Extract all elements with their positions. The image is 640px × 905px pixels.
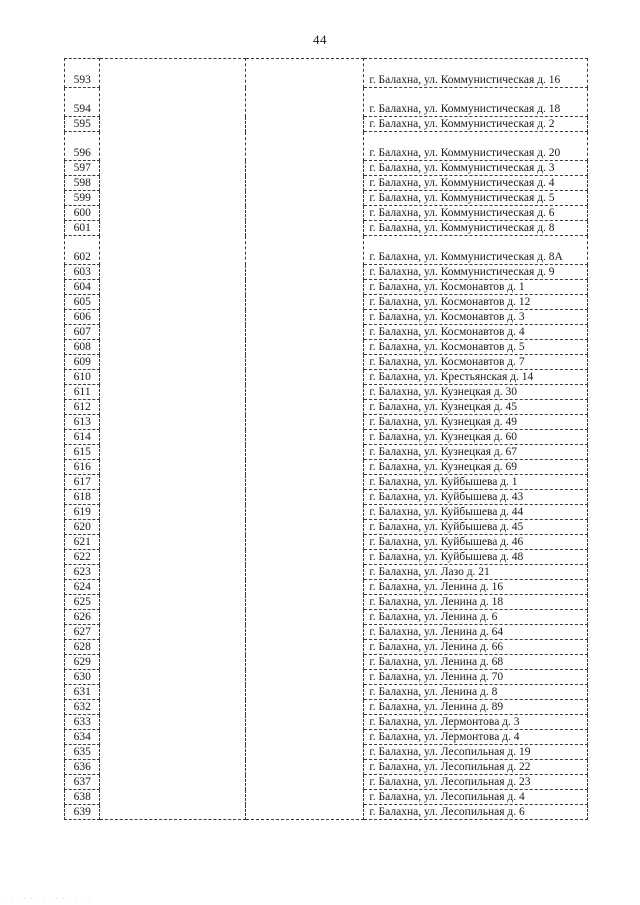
table-row (65, 550, 588, 565)
empty-column-1 (100, 206, 246, 221)
row-number: 617 (65, 475, 100, 490)
empty-column-1 (100, 117, 246, 132)
table-row (65, 760, 588, 775)
empty-column-2 (246, 221, 364, 236)
table-row (65, 191, 588, 206)
empty-column-1 (100, 295, 246, 310)
table-row (65, 295, 588, 310)
table-row (65, 730, 588, 745)
row-number: 632 (65, 700, 100, 715)
empty-column-2 (246, 700, 364, 715)
row-number: 637 (65, 775, 100, 790)
address-cell: г. Балахна, ул. Лесопильная д. 6 (364, 805, 588, 820)
address-cell: г. Балахна, ул. Космонавтов д. 4 (364, 325, 588, 340)
empty-column-2 (246, 176, 364, 191)
empty-column-1 (100, 355, 246, 370)
empty-column-2 (246, 580, 364, 595)
address-cell: г. Балахна, ул. Ленина д. 64 (364, 625, 588, 640)
table-row (65, 59, 588, 88)
empty-column-1 (100, 730, 246, 745)
address-cell: г. Балахна, ул. Лесопильная д. 4 (364, 790, 588, 805)
empty-column-2 (246, 730, 364, 745)
table-row (65, 475, 588, 490)
empty-column-1 (100, 191, 246, 206)
row-number: 630 (65, 670, 100, 685)
empty-column-2 (246, 490, 364, 505)
row-number: 607 (65, 325, 100, 340)
address-cell: г. Балахна, ул. Лазо д. 21 (364, 565, 588, 580)
table-row (65, 805, 588, 820)
empty-column-1 (100, 475, 246, 490)
address-cell: г. Балахна, ул. Лесопильная д. 19 (364, 745, 588, 760)
table-row (65, 565, 588, 580)
page-number: 44 (313, 32, 327, 47)
table-row (65, 655, 588, 670)
row-number: 610 (65, 370, 100, 385)
empty-column-1 (100, 775, 246, 790)
empty-column-2 (246, 325, 364, 340)
empty-column-1 (100, 415, 246, 430)
row-number: 635 (65, 745, 100, 760)
row-number: 597 (65, 161, 100, 176)
address-cell: г. Балахна, ул. Коммунистическая д. 9 (364, 265, 588, 280)
empty-column-1 (100, 88, 246, 117)
empty-column-2 (246, 475, 364, 490)
row-number: 624 (65, 580, 100, 595)
address-cell: г. Балахна, ул. Лермонтова д. 4 (364, 730, 588, 745)
address-cell: г. Балахна, ул. Космонавтов д. 3 (364, 310, 588, 325)
row-number: 620 (65, 520, 100, 535)
empty-column-1 (100, 265, 246, 280)
address-cell: г. Балахна, ул. Кузнецкая д. 67 (364, 445, 588, 460)
empty-column-1 (100, 715, 246, 730)
empty-column-1 (100, 550, 246, 565)
address-cell: г. Балахна, ул. Куйбышева д. 43 (364, 490, 588, 505)
row-number: 619 (65, 505, 100, 520)
empty-column-1 (100, 580, 246, 595)
table-row (65, 775, 588, 790)
empty-column-2 (246, 550, 364, 565)
table-row (65, 670, 588, 685)
address-cell: г. Балахна, ул. Кузнецкая д. 49 (364, 415, 588, 430)
address-cell: г. Балахна, ул. Ленина д. 70 (364, 670, 588, 685)
row-number: 601 (65, 221, 100, 236)
empty-column-1 (100, 625, 246, 640)
row-number: 629 (65, 655, 100, 670)
table-row (65, 340, 588, 355)
address-table (64, 58, 588, 820)
table-row (65, 206, 588, 221)
empty-column-2 (246, 805, 364, 820)
row-number: 599 (65, 191, 100, 206)
table-row (65, 280, 588, 295)
empty-column-2 (246, 505, 364, 520)
empty-column-1 (100, 760, 246, 775)
table-row (65, 265, 588, 280)
address-table-body (65, 59, 588, 820)
empty-column-1 (100, 745, 246, 760)
empty-column-1 (100, 490, 246, 505)
row-number: 614 (65, 430, 100, 445)
empty-column-2 (246, 310, 364, 325)
table-row (65, 88, 588, 117)
empty-column-1 (100, 460, 246, 475)
table-row (65, 430, 588, 445)
empty-column-2 (246, 685, 364, 700)
table-row (65, 221, 588, 236)
empty-column-2 (246, 625, 364, 640)
empty-column-2 (246, 132, 364, 161)
empty-column-1 (100, 59, 246, 88)
empty-column-2 (246, 191, 364, 206)
table-row (65, 370, 588, 385)
empty-column-2 (246, 520, 364, 535)
empty-column-2 (246, 117, 364, 132)
row-number: 625 (65, 595, 100, 610)
empty-column-1 (100, 790, 246, 805)
row-number: 639 (65, 805, 100, 820)
address-cell: г. Балахна, ул. Космонавтов д. 5 (364, 340, 588, 355)
empty-column-2 (246, 415, 364, 430)
row-number: 621 (65, 535, 100, 550)
empty-column-2 (246, 59, 364, 88)
row-number: 622 (65, 550, 100, 565)
empty-column-2 (246, 535, 364, 550)
row-number: 615 (65, 445, 100, 460)
address-cell: г. Балахна, ул. Куйбышева д. 45 (364, 520, 588, 535)
empty-column-2 (246, 610, 364, 625)
table-row (65, 715, 588, 730)
scan-footer-mark: · · · · · · · · · · · · · · (4, 895, 92, 903)
row-number: 628 (65, 640, 100, 655)
table-row (65, 535, 588, 550)
address-cell: г. Балахна, ул. Кузнецкая д. 60 (364, 430, 588, 445)
empty-column-2 (246, 400, 364, 415)
row-number: 604 (65, 280, 100, 295)
empty-column-2 (246, 595, 364, 610)
empty-column-1 (100, 310, 246, 325)
table-row (65, 610, 588, 625)
row-number: 598 (65, 176, 100, 191)
table-row (65, 236, 588, 265)
table-row (65, 490, 588, 505)
table-row (65, 640, 588, 655)
empty-column-2 (246, 161, 364, 176)
empty-column-2 (246, 88, 364, 117)
table-row (65, 580, 588, 595)
empty-column-1 (100, 595, 246, 610)
table-row (65, 176, 588, 191)
empty-column-1 (100, 236, 246, 265)
row-number: 638 (65, 790, 100, 805)
empty-column-1 (100, 176, 246, 191)
row-number: 593 (65, 59, 100, 88)
row-number: 602 (65, 236, 100, 265)
empty-column-2 (246, 745, 364, 760)
empty-column-2 (246, 236, 364, 265)
row-number: 611 (65, 385, 100, 400)
address-cell: г. Балахна, ул. Космонавтов д. 12 (364, 295, 588, 310)
table-row (65, 161, 588, 176)
table-row (65, 415, 588, 430)
address-cell: г. Балахна, ул. Куйбышева д. 44 (364, 505, 588, 520)
address-cell: г. Балахна, ул. Коммунистическая д. 20 (364, 132, 588, 161)
address-cell: г. Балахна, ул. Ленина д. 8 (364, 685, 588, 700)
address-cell: г. Балахна, ул. Коммунистическая д. 5 (364, 191, 588, 206)
empty-column-1 (100, 505, 246, 520)
empty-column-1 (100, 325, 246, 340)
row-number: 633 (65, 715, 100, 730)
address-cell: г. Балахна, ул. Лесопильная д. 23 (364, 775, 588, 790)
empty-column-2 (246, 640, 364, 655)
address-cell: г. Балахна, ул. Лермонтова д. 3 (364, 715, 588, 730)
empty-column-2 (246, 790, 364, 805)
row-number: 605 (65, 295, 100, 310)
empty-column-1 (100, 430, 246, 445)
empty-column-1 (100, 445, 246, 460)
row-number: 627 (65, 625, 100, 640)
address-cell: г. Балахна, ул. Ленина д. 68 (364, 655, 588, 670)
empty-column-2 (246, 460, 364, 475)
empty-column-2 (246, 430, 364, 445)
empty-column-2 (246, 340, 364, 355)
address-cell: г. Балахна, ул. Кузнецкая д. 30 (364, 385, 588, 400)
address-cell: г. Балахна, ул. Коммунистическая д. 8 (364, 221, 588, 236)
row-number: 636 (65, 760, 100, 775)
empty-column-1 (100, 535, 246, 550)
empty-column-2 (246, 715, 364, 730)
address-cell: г. Балахна, ул. Космонавтов д. 1 (364, 280, 588, 295)
table-row (65, 400, 588, 415)
empty-column-1 (100, 221, 246, 236)
address-cell: г. Балахна, ул. Лесопильная д. 22 (364, 760, 588, 775)
table-row (65, 685, 588, 700)
empty-column-1 (100, 655, 246, 670)
row-number: 613 (65, 415, 100, 430)
empty-column-1 (100, 280, 246, 295)
empty-column-2 (246, 206, 364, 221)
row-number: 634 (65, 730, 100, 745)
row-number: 612 (65, 400, 100, 415)
address-cell: г. Балахна, ул. Ленина д. 6 (364, 610, 588, 625)
row-number: 609 (65, 355, 100, 370)
address-cell: г. Балахна, ул. Ленина д. 16 (364, 580, 588, 595)
row-number: 600 (65, 206, 100, 221)
empty-column-1 (100, 640, 246, 655)
address-cell: г. Балахна, ул. Коммунистическая д. 16 (364, 59, 588, 88)
table-row (65, 355, 588, 370)
address-cell: г. Балахна, ул. Ленина д. 66 (364, 640, 588, 655)
address-cell: г. Балахна, ул. Коммунистическая д. 2 (364, 117, 588, 132)
table-row (65, 505, 588, 520)
empty-column-1 (100, 565, 246, 580)
empty-column-2 (246, 670, 364, 685)
address-cell: г. Балахна, ул. Ленина д. 89 (364, 700, 588, 715)
empty-column-2 (246, 445, 364, 460)
table-row (65, 790, 588, 805)
address-cell: г. Балахна, ул. Космонавтов д. 7 (364, 355, 588, 370)
table-row (65, 325, 588, 340)
empty-column-1 (100, 161, 246, 176)
row-number: 631 (65, 685, 100, 700)
address-cell: г. Балахна, ул. Коммунистическая д. 6 (364, 206, 588, 221)
empty-column-1 (100, 520, 246, 535)
empty-column-1 (100, 685, 246, 700)
empty-column-2 (246, 760, 364, 775)
row-number: 618 (65, 490, 100, 505)
table-row (65, 520, 588, 535)
address-cell: г. Балахна, ул. Коммунистическая д. 4 (364, 176, 588, 191)
row-number: 596 (65, 132, 100, 161)
address-cell: г. Балахна, ул. Коммунистическая д. 18 (364, 88, 588, 117)
empty-column-1 (100, 610, 246, 625)
empty-column-1 (100, 805, 246, 820)
address-cell: г. Балахна, ул. Коммунистическая д. 3 (364, 161, 588, 176)
row-number: 603 (65, 265, 100, 280)
empty-column-1 (100, 670, 246, 685)
address-cell: г. Балахна, ул. Куйбышева д. 1 (364, 475, 588, 490)
address-cell: г. Балахна, ул. Куйбышева д. 48 (364, 550, 588, 565)
empty-column-1 (100, 385, 246, 400)
empty-column-1 (100, 700, 246, 715)
empty-column-1 (100, 400, 246, 415)
address-cell: г. Балахна, ул. Коммунистическая д. 8А (364, 236, 588, 265)
table-row (65, 445, 588, 460)
row-number: 626 (65, 610, 100, 625)
empty-column-2 (246, 385, 364, 400)
empty-column-1 (100, 340, 246, 355)
empty-column-2 (246, 265, 364, 280)
empty-column-2 (246, 655, 364, 670)
row-number: 606 (65, 310, 100, 325)
table-row (65, 117, 588, 132)
table-row (65, 595, 588, 610)
empty-column-2 (246, 565, 364, 580)
address-cell: г. Балахна, ул. Ленина д. 18 (364, 595, 588, 610)
empty-column-2 (246, 280, 364, 295)
table-row (65, 310, 588, 325)
address-cell: г. Балахна, ул. Кузнецкая д. 45 (364, 400, 588, 415)
empty-column-2 (246, 370, 364, 385)
empty-column-2 (246, 295, 364, 310)
empty-column-2 (246, 775, 364, 790)
empty-column-1 (100, 370, 246, 385)
table-row (65, 700, 588, 715)
address-cell: г. Балахна, ул. Крестьянская д. 14 (364, 370, 588, 385)
table-row (65, 460, 588, 475)
address-cell: г. Балахна, ул. Куйбышева д. 46 (364, 535, 588, 550)
table-row (65, 745, 588, 760)
row-number: 608 (65, 340, 100, 355)
table-row (65, 385, 588, 400)
address-cell: г. Балахна, ул. Кузнецкая д. 69 (364, 460, 588, 475)
row-number: 623 (65, 565, 100, 580)
empty-column-1 (100, 132, 246, 161)
row-number: 594 (65, 88, 100, 117)
empty-column-2 (246, 355, 364, 370)
table-row (65, 132, 588, 161)
row-number: 616 (65, 460, 100, 475)
table-row (65, 625, 588, 640)
row-number: 595 (65, 117, 100, 132)
